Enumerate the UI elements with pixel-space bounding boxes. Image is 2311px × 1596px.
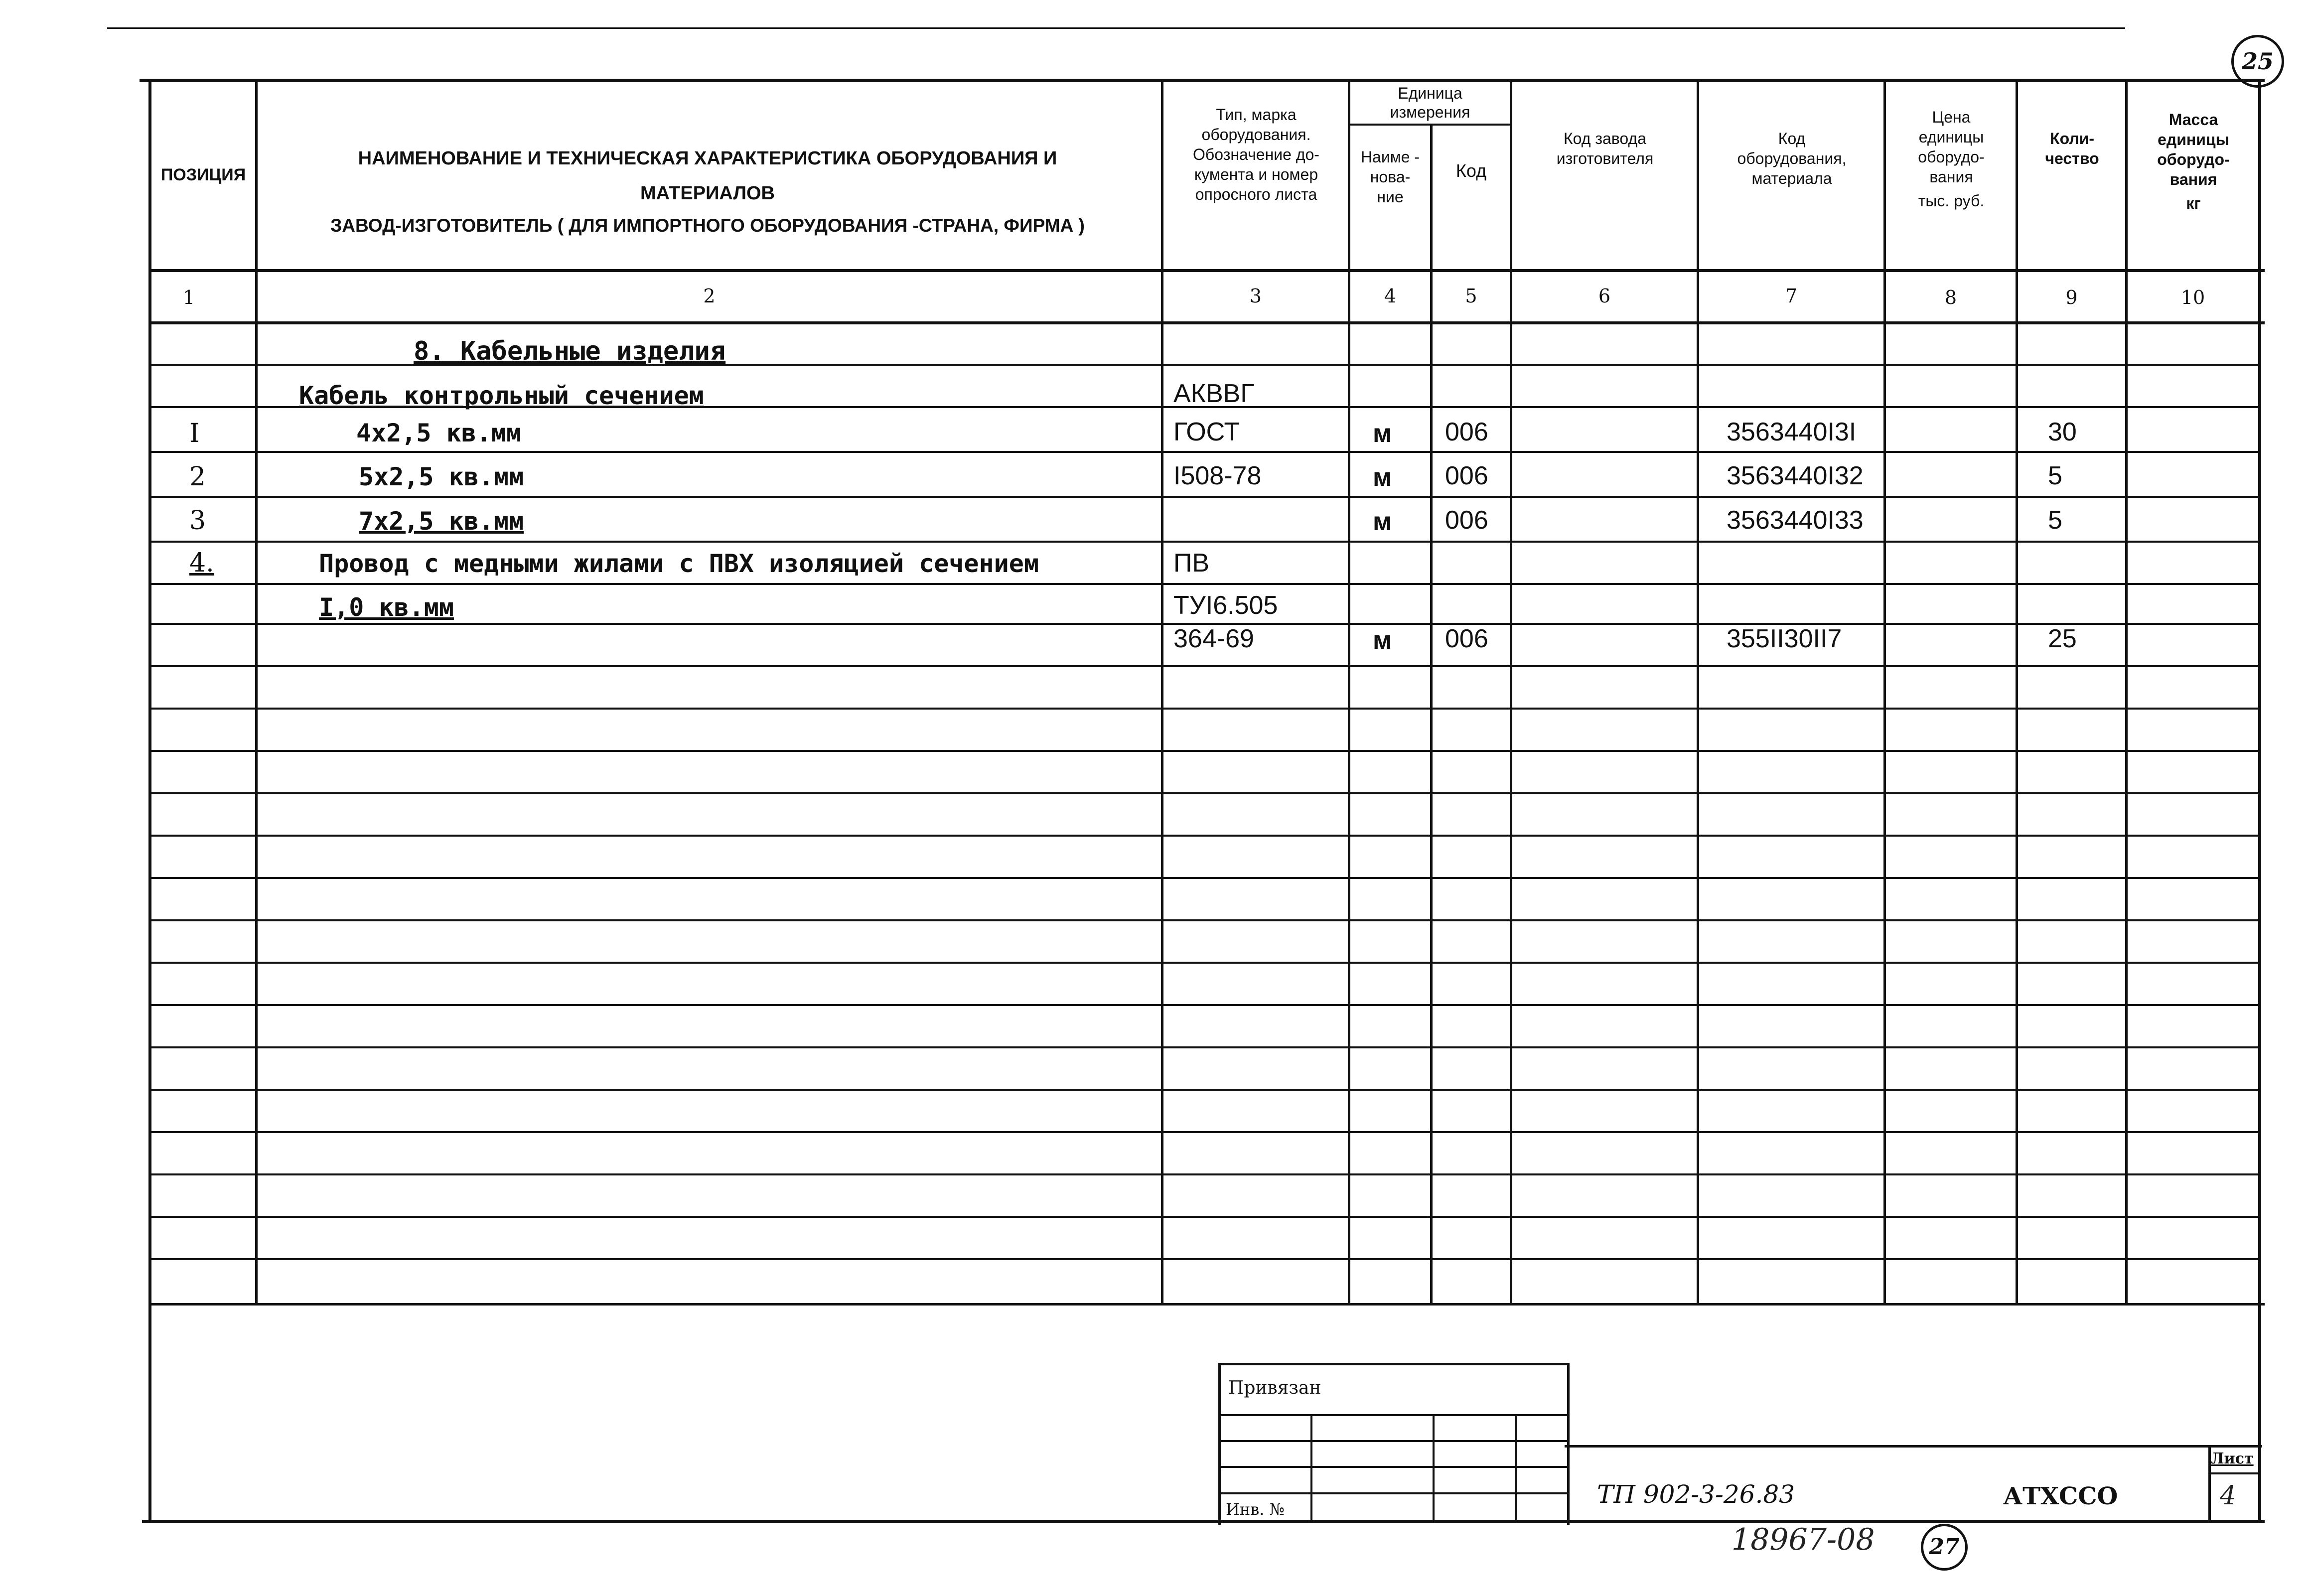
circled-page-number-bottom: 27 — [1921, 1524, 1968, 1571]
row-line — [149, 541, 2260, 543]
row4-pos: 3 — [189, 506, 206, 536]
colnum-9: 9 — [2065, 287, 2078, 308]
stamp-vsep-2 — [1433, 1414, 1435, 1521]
bottom-handwritten-number: 18967-08 — [1732, 1522, 1875, 1557]
col3-header-l5: опросного листа — [1195, 185, 1317, 203]
col7-header-l2: оборудования, — [1737, 149, 1847, 167]
col-sep-3 — [1348, 82, 1350, 1306]
colnum-1: 1 — [182, 287, 195, 308]
col9-header — [2019, 129, 2126, 168]
col4-header-l3: ние — [1377, 188, 1404, 206]
col2-header-line2: МАТЕРИАЛОВ — [640, 183, 775, 204]
col4-header — [1350, 147, 1430, 207]
col-sep-5 — [1510, 82, 1512, 1306]
row-line — [149, 1089, 2260, 1091]
sheet-number: 4 — [2220, 1481, 2237, 1511]
col3-header-l1: Тип, марка — [1216, 106, 1297, 124]
col8-header-l4: вания — [1929, 168, 1973, 186]
col-sep-9 — [2125, 82, 2128, 1306]
row-line — [149, 877, 2260, 879]
row3-matcode: 3563440I32 — [1727, 461, 1864, 490]
row7-matcode: 355II30II7 — [1727, 624, 1842, 653]
col4-header-l2: нова- — [1370, 168, 1411, 186]
row5-name: Провод с медными жилами с ПВХ изоляцией сечением — [319, 549, 1039, 578]
table-number-row-bottom — [149, 321, 2265, 324]
row-line — [149, 665, 2260, 667]
col7-header-l3: материала — [1751, 169, 1832, 187]
row-line — [149, 792, 2260, 794]
row-line — [149, 1131, 2260, 1133]
row-line — [149, 962, 2260, 964]
row4-unit: м — [1373, 507, 1392, 536]
colnum-3: 3 — [1249, 285, 1262, 307]
col-sep-1 — [255, 82, 258, 1306]
title-block-top — [1565, 1445, 2262, 1448]
row1-type: АКВВГ — [1173, 379, 1255, 408]
col6-header — [1513, 129, 1697, 168]
row2-code: 006 — [1445, 418, 1488, 446]
row6-type: ТУI6.505 — [1173, 591, 1278, 620]
col2-header-line1: НАИМЕНОВАНИЕ И ТЕХНИЧЕСКАЯ ХАРАКТЕРИСТИКА ОБОРУДОВАНИЯ И — [358, 148, 1057, 169]
stamp-vsep-1 — [1310, 1414, 1312, 1521]
col8-header-l5: тыс. руб. — [1918, 192, 1985, 210]
table-body-bottom — [149, 1303, 2265, 1306]
row3-code: 006 — [1445, 461, 1488, 490]
col-sep-7 — [1883, 82, 1886, 1306]
row3-pos: 2 — [189, 462, 206, 492]
row5-type: ПВ — [1173, 549, 1210, 578]
col3-header-l2: оборудования. — [1201, 126, 1311, 144]
col3-header-l3: Обозначение до- — [1193, 145, 1319, 163]
row4-matcode: 3563440I33 — [1727, 506, 1864, 535]
stamp-privyazan-label: Привязан — [1228, 1378, 1321, 1398]
row4-qty: 5 — [2048, 506, 2062, 535]
row-line — [149, 1004, 2260, 1006]
row-line — [149, 1258, 2260, 1260]
colnum-8: 8 — [1944, 287, 1957, 308]
col7-header — [1700, 129, 1884, 188]
col4-header-l1: Наиме - — [1360, 148, 1420, 166]
row-line — [149, 496, 2260, 498]
row-line — [149, 1216, 2260, 1218]
col6-header-l1: Код завода — [1564, 130, 1646, 147]
row7-unit: м — [1373, 626, 1392, 655]
colnum-6: 6 — [1598, 285, 1611, 307]
sheet-label: Лист — [2211, 1450, 2254, 1467]
col-sep-2 — [1161, 82, 1163, 1306]
row3-unit: м — [1373, 463, 1392, 492]
col8-header-l2: единицы — [1918, 128, 1984, 146]
colnum-2: 2 — [703, 285, 716, 307]
row-line — [149, 1173, 2260, 1175]
col9-header-l2: чество — [2045, 149, 2099, 167]
circled-page-number-top: 25 — [2231, 35, 2284, 88]
col3-header — [1164, 105, 1348, 204]
unit-group-l2: измерения — [1390, 103, 1470, 122]
row-line — [149, 750, 2260, 752]
col2-header-line3: ЗАВОД-ИЗГОТОВИТЕЛЬ ( ДЛЯ ИМПОРТНОГО ОБОРУДОВАНИЯ -СТРАНА, ФИРМА ) — [330, 215, 1085, 236]
row-line — [149, 835, 2260, 837]
col10-header-l5: кг — [2186, 194, 2201, 212]
unit-group-rule — [1348, 124, 1512, 126]
col8-header-l3: оборудо- — [1918, 148, 1985, 166]
col10-header-l4: вания — [2169, 170, 2217, 188]
unit-group-l1: Единица — [1398, 84, 1462, 102]
stamp-inv-label: Инв. № — [1226, 1500, 1285, 1519]
col-sep-8 — [2016, 82, 2018, 1306]
col10-header — [2128, 110, 2259, 213]
row2-unit: м — [1373, 419, 1392, 448]
colnum-10: 10 — [2180, 287, 2205, 308]
row3-type: I508-78 — [1173, 461, 1262, 490]
section-title: 8. Кабельные изделия — [414, 336, 726, 366]
row5-pos: 4. — [189, 548, 214, 578]
org-code: АТХССО — [2003, 1482, 2118, 1510]
table-top-border — [140, 79, 2265, 82]
row3-qty: 5 — [2048, 461, 2062, 490]
sheet-bottom-border — [142, 1520, 2265, 1523]
stamp-vsep-3 — [1515, 1414, 1517, 1521]
row2-matcode: 3563440I3I — [1727, 418, 1857, 446]
col8-header-l1: Цена — [1932, 108, 1971, 126]
colnum-5: 5 — [1465, 285, 1477, 307]
row2-qty: 30 — [2048, 418, 2077, 446]
col1-header: ПОЗИЦИЯ — [160, 165, 246, 184]
table-right-border — [2258, 79, 2261, 1522]
row-line — [149, 583, 2260, 585]
col7-header-l1: Код — [1778, 130, 1806, 147]
row-line — [149, 1046, 2260, 1048]
row-line — [149, 708, 2260, 710]
table-header-bottom — [149, 269, 2265, 272]
sheet-cell-divider — [2208, 1472, 2261, 1474]
row4-code: 006 — [1445, 506, 1488, 535]
row2-type: ГОСТ — [1173, 418, 1240, 446]
col8-header — [1886, 107, 2016, 211]
unit-group-header — [1350, 84, 1510, 122]
col6-header-l2: изготовителя — [1556, 149, 1654, 167]
row3-name: 5x2,5 кв.мм — [359, 462, 524, 491]
row7-code: 006 — [1445, 624, 1488, 653]
top-rule — [107, 27, 2125, 29]
row-line — [149, 919, 2260, 921]
row2-pos: I — [189, 419, 200, 448]
col10-header-l1: Масса — [2168, 111, 2218, 129]
colnum-4: 4 — [1384, 285, 1397, 307]
col10-header-l3: оборудо- — [2157, 150, 2230, 168]
row1-name: Кабель контрольный сечением — [299, 381, 704, 410]
row-line — [149, 451, 2260, 453]
col-sep-6 — [1697, 82, 1699, 1306]
row7-type: 364-69 — [1173, 624, 1254, 653]
col9-header-l1: Коли- — [2050, 130, 2094, 147]
row4-name: 7x2,5 кв.мм — [359, 507, 524, 536]
col10-header-l2: единицы — [2158, 131, 2229, 148]
row6-name: I,0 кв.мм — [319, 593, 454, 622]
col5-header: Код — [1455, 160, 1487, 181]
col3-header-l4: кумента и номер — [1194, 165, 1318, 183]
doc-code: ТП 902-3-26.83 — [1597, 1480, 1795, 1509]
row7-qty: 25 — [2048, 624, 2077, 653]
colnum-7: 7 — [1785, 285, 1798, 307]
row2-name: 4x2,5 кв.мм — [356, 419, 522, 447]
